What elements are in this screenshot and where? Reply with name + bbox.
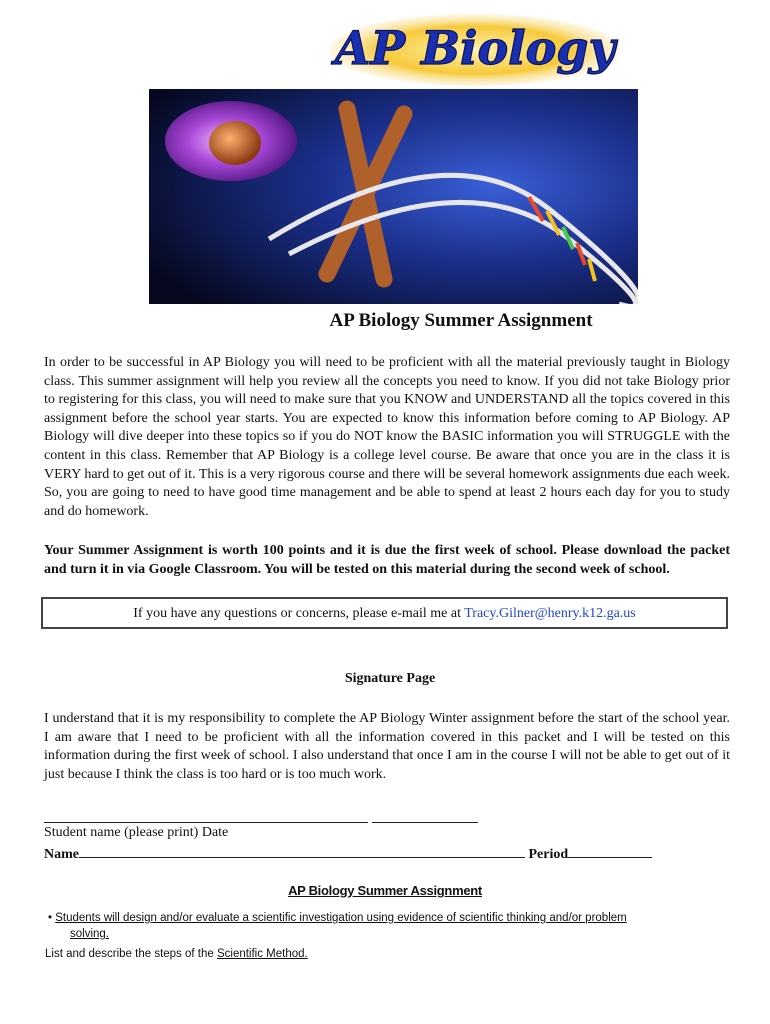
page-title: AP Biology Summer Assignment	[329, 310, 593, 331]
section-title: AP Biology Summer Assignment	[288, 883, 482, 898]
bullet-text: Students will design and/or evaluate a scientific investigation using evidence of scientific thinking and/or problem	[55, 912, 627, 924]
assignment-details: Your Summer Assignment is worth 100 points and it is due the first week of school. Please download the packet and turn it in via Google Classroom. You will be tested on this material during the second week of school.	[44, 543, 730, 577]
student-name-label: Student name (please print) Date	[44, 825, 229, 840]
signature-title: Signature Page	[344, 671, 436, 686]
signature-paragraph: I understand that it is my responsibility to complete the AP Biology Winter assignment before the start of the school year. I am aware that I need to be proficient with all the information covered in this packet and I will be tested on this information during the first week of school. I also understand that once I am in the course I will not be able to get out of it just because I think the class is too hard or is too much work.	[44, 711, 730, 782]
ap-biology-logo	[330, 8, 620, 86]
intro-paragraph: In order to be successful in AP Biology you will need to be proficient with all the material previously taught in Biology class. This summer assignment will help you review all the concepts you need to know. If you did not take Biology prior to registering for this class, you will need to make sure that you KNOW and UNDERSTAND all the topics covered in this assignment before the school year starts. You are expected to know this information before coming to AP Biology. AP Biology will dive deeper into these topics so if you do NOT know the BASIC information you will STRUGGLE with the content in this class. Remember that AP Biology is a college level course. Be aware that once you are in the class it is VERY hard to get out of it. This is a very rigorous course and there will be several homework assignments due each week. So, you are going to need to have good time management and be able to spend at least 2 hours each day for you to study and do homework.	[44, 355, 730, 519]
biology-hero-image	[149, 89, 638, 304]
bullet-icon: •	[48, 912, 56, 924]
name-period-row	[44, 843, 652, 863]
period-field[interactable]	[568, 843, 652, 858]
scientific-method-text: Scientific Method.	[216, 948, 308, 960]
logo-text: AP Biology	[334, 21, 616, 75]
date-line[interactable]	[372, 812, 478, 823]
contact-text: If you have any questions or concerns, please e-mail me at	[133, 606, 465, 621]
contact-email-link[interactable]: Tracy.Gilner@henry.k12.ga.us	[464, 606, 636, 621]
period-label: Period	[528, 847, 569, 862]
name-label: Name	[44, 847, 79, 862]
name-field[interactable]	[79, 843, 525, 858]
list-prefix: List and describe the steps of the	[45, 948, 217, 960]
student-name-line[interactable]	[44, 812, 368, 823]
bullet-item	[48, 910, 728, 942]
contact-box	[41, 597, 728, 629]
list-instruction	[45, 948, 308, 960]
bullet-text-cont: solving.	[70, 928, 109, 940]
